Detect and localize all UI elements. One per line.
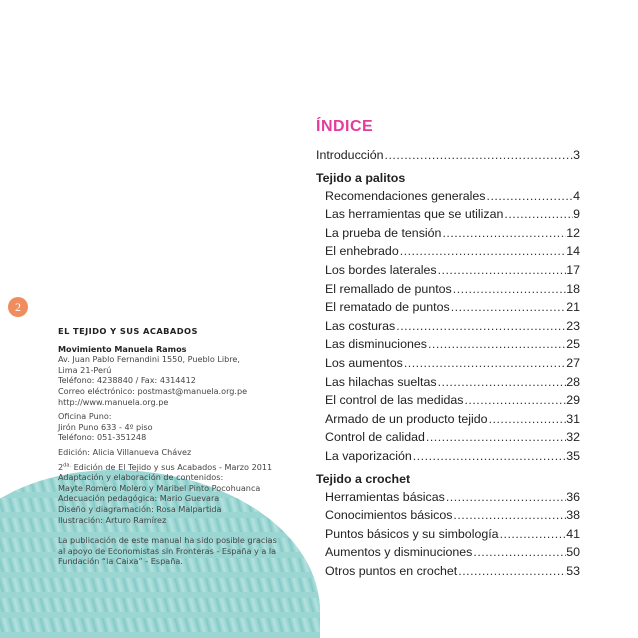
toc-entry[interactable]: Puntos básicos y su simbología ..... 41	[316, 527, 580, 546]
org-contact	[58, 344, 286, 408]
address-line: Lima 21-Perú	[58, 364, 112, 375]
toc-entry[interactable]: Aumentos y disminuciones ..... 50	[316, 545, 580, 564]
toc-entry[interactable]: El enhebrado ..... 14	[316, 244, 580, 263]
website-link[interactable]: http://www.manuela.org.pe	[58, 396, 169, 407]
toc-entry[interactable]: Herramientas básicas ..... 36	[316, 490, 580, 509]
toc-entry[interactable]: Las disminuciones ..... 25	[316, 337, 580, 356]
toc-heading: ÍNDICE	[316, 118, 374, 135]
toc-entry[interactable]: Los bordes laterales ..... 17	[316, 263, 580, 282]
toc-entry[interactable]: Los aumentos ..... 27	[316, 356, 580, 375]
toc-section-tejido-a-crochet: Tejido a crochet	[316, 471, 411, 486]
staff-credits	[58, 462, 286, 526]
toc-list-palitos	[316, 189, 580, 468]
toc-entry[interactable]: Las hilachas sueltas ..... 28	[316, 375, 580, 394]
table-of-contents	[316, 118, 580, 582]
email: Correo eléctrónico: postmast@manuela.org.pe	[58, 385, 248, 396]
illustration: Ilustración: Arturo Ramírez	[58, 514, 167, 525]
office-phone: Teléfono: 051-351248	[58, 432, 147, 443]
toc-entry[interactable]: El control de las medidas ..... 29	[316, 393, 580, 412]
address-line: Av. Juan Pablo Fernandini 1550, Pueblo Libre,	[58, 354, 240, 365]
toc-entry[interactable]: Las costuras ..... 23	[316, 319, 580, 338]
adaptation-label: Adaptación y elaboración de contenidos:	[58, 472, 224, 483]
toc-entry[interactable]: Las herramientas que se utilizan ..... 9	[316, 207, 580, 226]
toc-section-tejido-a-palitos: Tejido a palitos	[316, 170, 406, 185]
design: Diseño y diagramación: Rosa Malpartida	[58, 503, 222, 514]
toc-entry[interactable]: Armado de un producto tejido ..... 31	[316, 412, 580, 431]
office-contact	[58, 411, 286, 443]
edition-editor: Edición: Alicia Villanueva Chávez	[58, 446, 192, 457]
second-edition: $2^{da.}$ Edición de El Tejido y sus Acabados - Marzo 2011	[58, 461, 273, 472]
toc-entry[interactable]: Recomendaciones generales ..... 4	[316, 189, 580, 208]
office-label: Oficina Puno:	[58, 411, 112, 422]
credits-block	[58, 326, 286, 567]
office-address: Jirón Puno 633 - 4º piso	[58, 421, 153, 432]
pedagogy: Adecuación pedagógica: Mario Guevara	[58, 493, 220, 504]
credits-title: EL TEJIDO Y SUS ACABADOS	[58, 326, 198, 336]
toc-entry[interactable]: La prueba de tensión ..... 12	[316, 226, 580, 245]
authors: Mayte Romero Molero y Maribel Pinto Pocohuanca	[58, 482, 261, 493]
toc-entry[interactable]: Otros puntos en crochet ..... 53	[316, 564, 580, 583]
toc-entry[interactable]: La vaporización ..... 35	[316, 449, 580, 468]
toc-entry[interactable]: Conocimientos básicos ..... 38	[316, 508, 580, 527]
toc-list-crochet	[316, 490, 580, 583]
org-name: Movimiento Manuela Ramos	[58, 343, 187, 354]
page-number-badge: 2	[8, 297, 28, 317]
toc-entry[interactable]: El rematado de puntos ..... 21	[316, 300, 580, 319]
edition-info	[58, 447, 286, 458]
toc-entry[interactable]: El remallado de puntos ..... 18	[316, 282, 580, 301]
acknowledgment: La publicación de este manual ha sido posible gracias al apoyo de Economistas sin Fronteras - España y a la Fundación “la Caixa” - España.	[58, 535, 277, 567]
toc-entry[interactable]: Control de calidad ..... 32	[316, 430, 580, 449]
toc-entry-introduction[interactable]: Introducción ..... 3	[316, 148, 580, 167]
phone-fax: Teléfono: 4238840 / Fax: 4314412	[58, 375, 196, 386]
